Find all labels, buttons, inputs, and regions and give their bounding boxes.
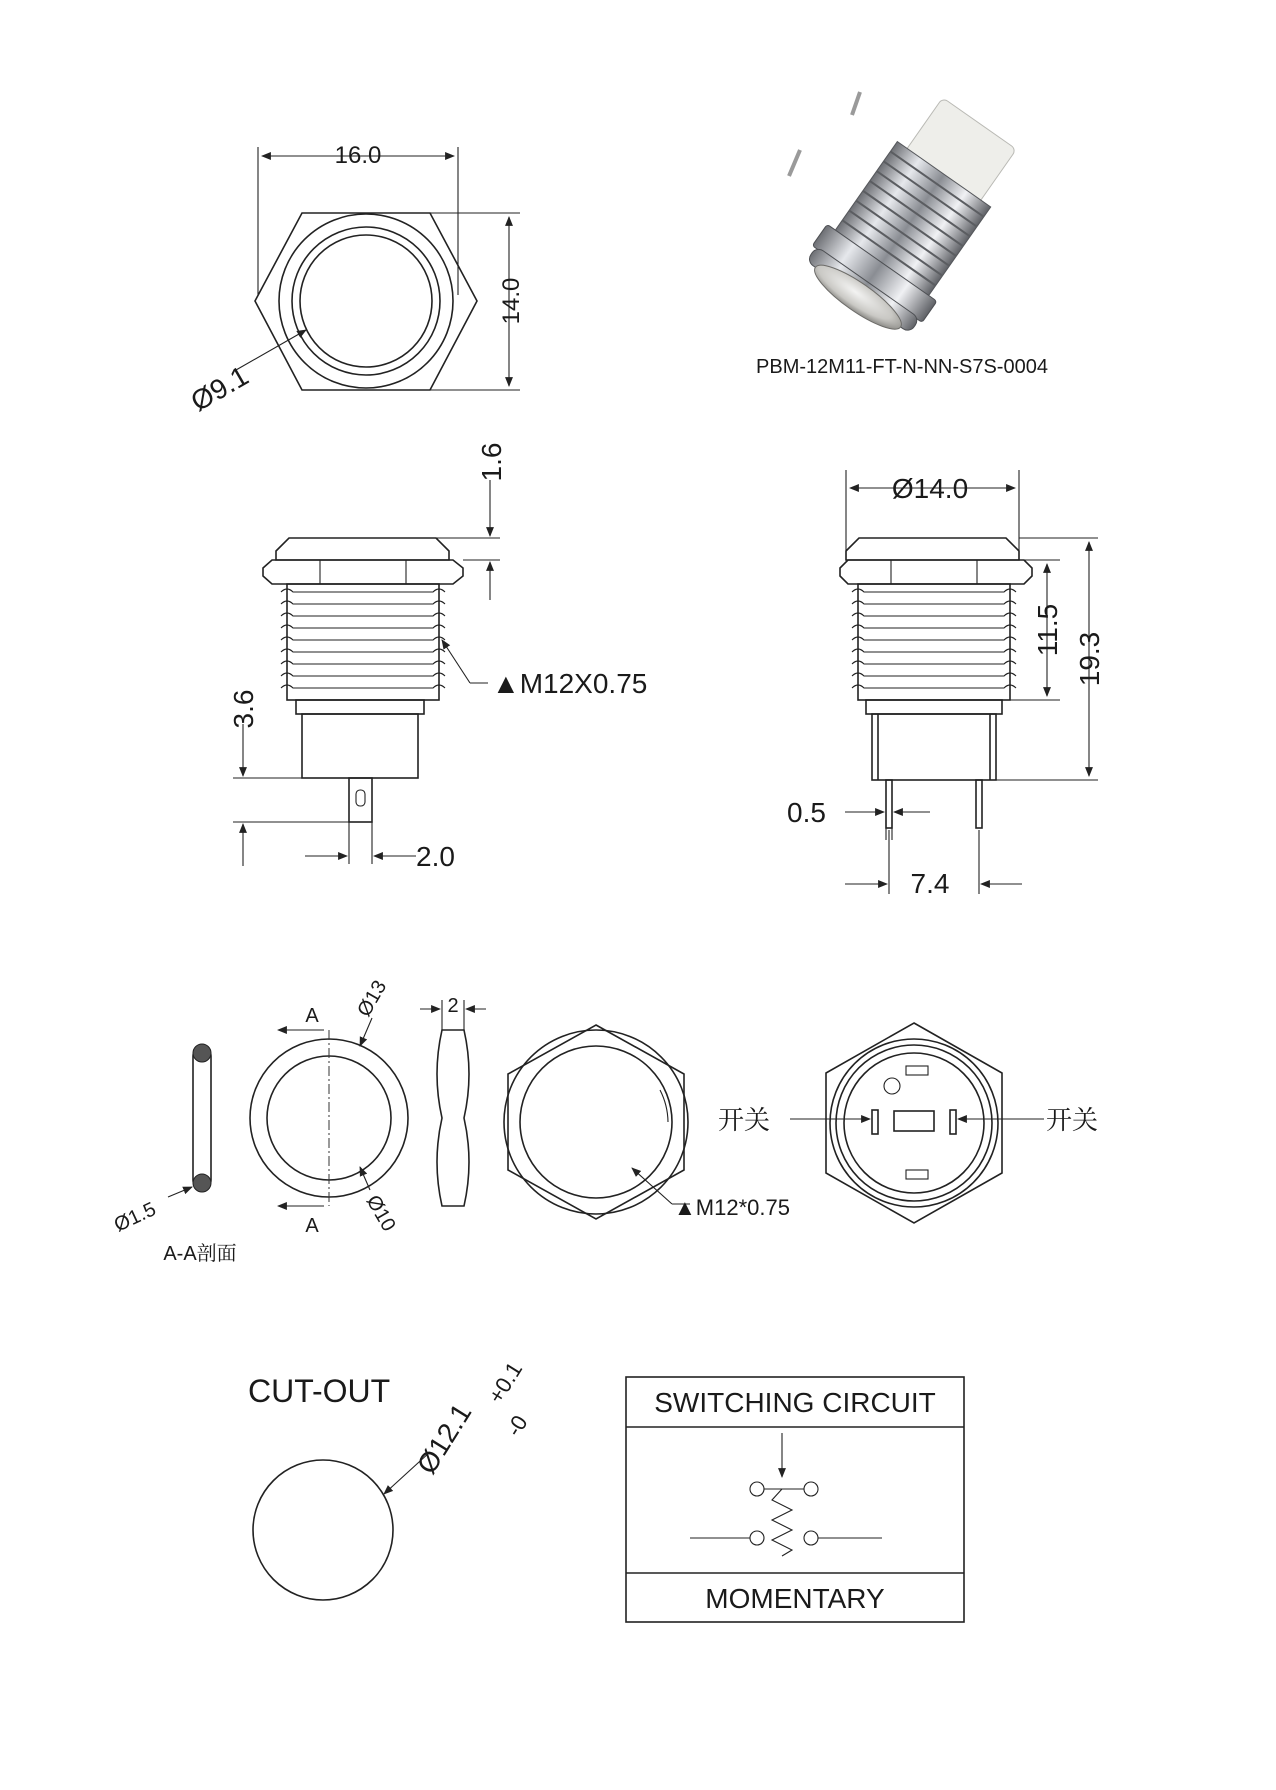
- nut-thread-label: ▲M12*0.75: [674, 1195, 790, 1220]
- cutout-tol-plus: +0.1: [483, 1357, 528, 1408]
- circuit-header: SWITCHING CIRCUIT: [654, 1387, 936, 1418]
- pin-spacing-label: 7.4: [910, 868, 950, 899]
- hex-outline: [255, 213, 477, 390]
- pin-offset-label: 2.0: [416, 841, 455, 872]
- cutout-circle: [253, 1460, 393, 1600]
- section-caption: A-A剖面: [163, 1243, 237, 1265]
- head-diameter-label: Ø14.0: [891, 473, 969, 504]
- button-cap-circle: [300, 235, 432, 367]
- cutout-title: CUT-OUT: [248, 1373, 391, 1409]
- head-bezel: [276, 538, 449, 560]
- momentary-switch-symbol: [690, 1433, 882, 1556]
- terminal-pin: [349, 778, 372, 822]
- washer-side: [420, 995, 486, 1206]
- cutout-tol-minus: -0: [501, 1410, 533, 1441]
- thread-body-right: [858, 584, 1010, 700]
- hex-nut-side: [263, 560, 463, 584]
- oring-cross-section-label: Ø1.5: [110, 1198, 160, 1237]
- product-photo: [756, 85, 1048, 378]
- section-mark-bottom: A: [305, 1215, 319, 1237]
- thread-body: [287, 584, 439, 700]
- diameter-leader: [236, 330, 306, 370]
- switch-label-right: 开关: [1046, 1106, 1099, 1136]
- outer-diameter-label: Ø13: [353, 976, 392, 1021]
- part-number-label: PBM-12M11-FT-N-NN-S7S-0004: [756, 356, 1048, 378]
- thread-length-label: 11.5: [1032, 603, 1063, 657]
- height-label: 14.0: [498, 277, 525, 325]
- o-ring-plan: [250, 977, 408, 1237]
- total-height-label: 19.3: [1074, 631, 1105, 687]
- body-height-label: 3.6: [228, 689, 259, 729]
- width-label: 16.0: [334, 142, 382, 169]
- washer-thickness-label: 2: [447, 995, 459, 1017]
- top-view: [186, 142, 526, 417]
- section-mark-top: A: [305, 1005, 319, 1027]
- head-outer-circle: [279, 214, 453, 388]
- pin-left: [886, 780, 892, 828]
- cutout-section: [248, 1358, 533, 1600]
- inner-diameter-label: Ø10: [361, 1191, 400, 1236]
- diameter-label: Ø9.1: [185, 359, 254, 418]
- head-thickness-label: 1.6: [476, 442, 507, 482]
- o-ring-section: [111, 1044, 237, 1265]
- side-view-right: [787, 470, 1105, 899]
- center-terminal: [894, 1111, 934, 1131]
- side-view-left: [228, 443, 647, 872]
- pin-width-label: 0.5: [787, 797, 826, 828]
- switch-body: [302, 714, 418, 778]
- pin-right: [976, 780, 982, 828]
- head-ring-circle: [292, 227, 440, 375]
- switch-label-left: 开关: [718, 1106, 771, 1136]
- thread-spec-label: ▲M12X0.75: [492, 668, 648, 699]
- switching-circuit-box: [626, 1377, 964, 1622]
- bottom-view: [718, 1023, 1098, 1223]
- cutout-diameter-label: Ø12.1: [410, 1398, 478, 1480]
- circuit-footer: MOMENTARY: [705, 1583, 885, 1614]
